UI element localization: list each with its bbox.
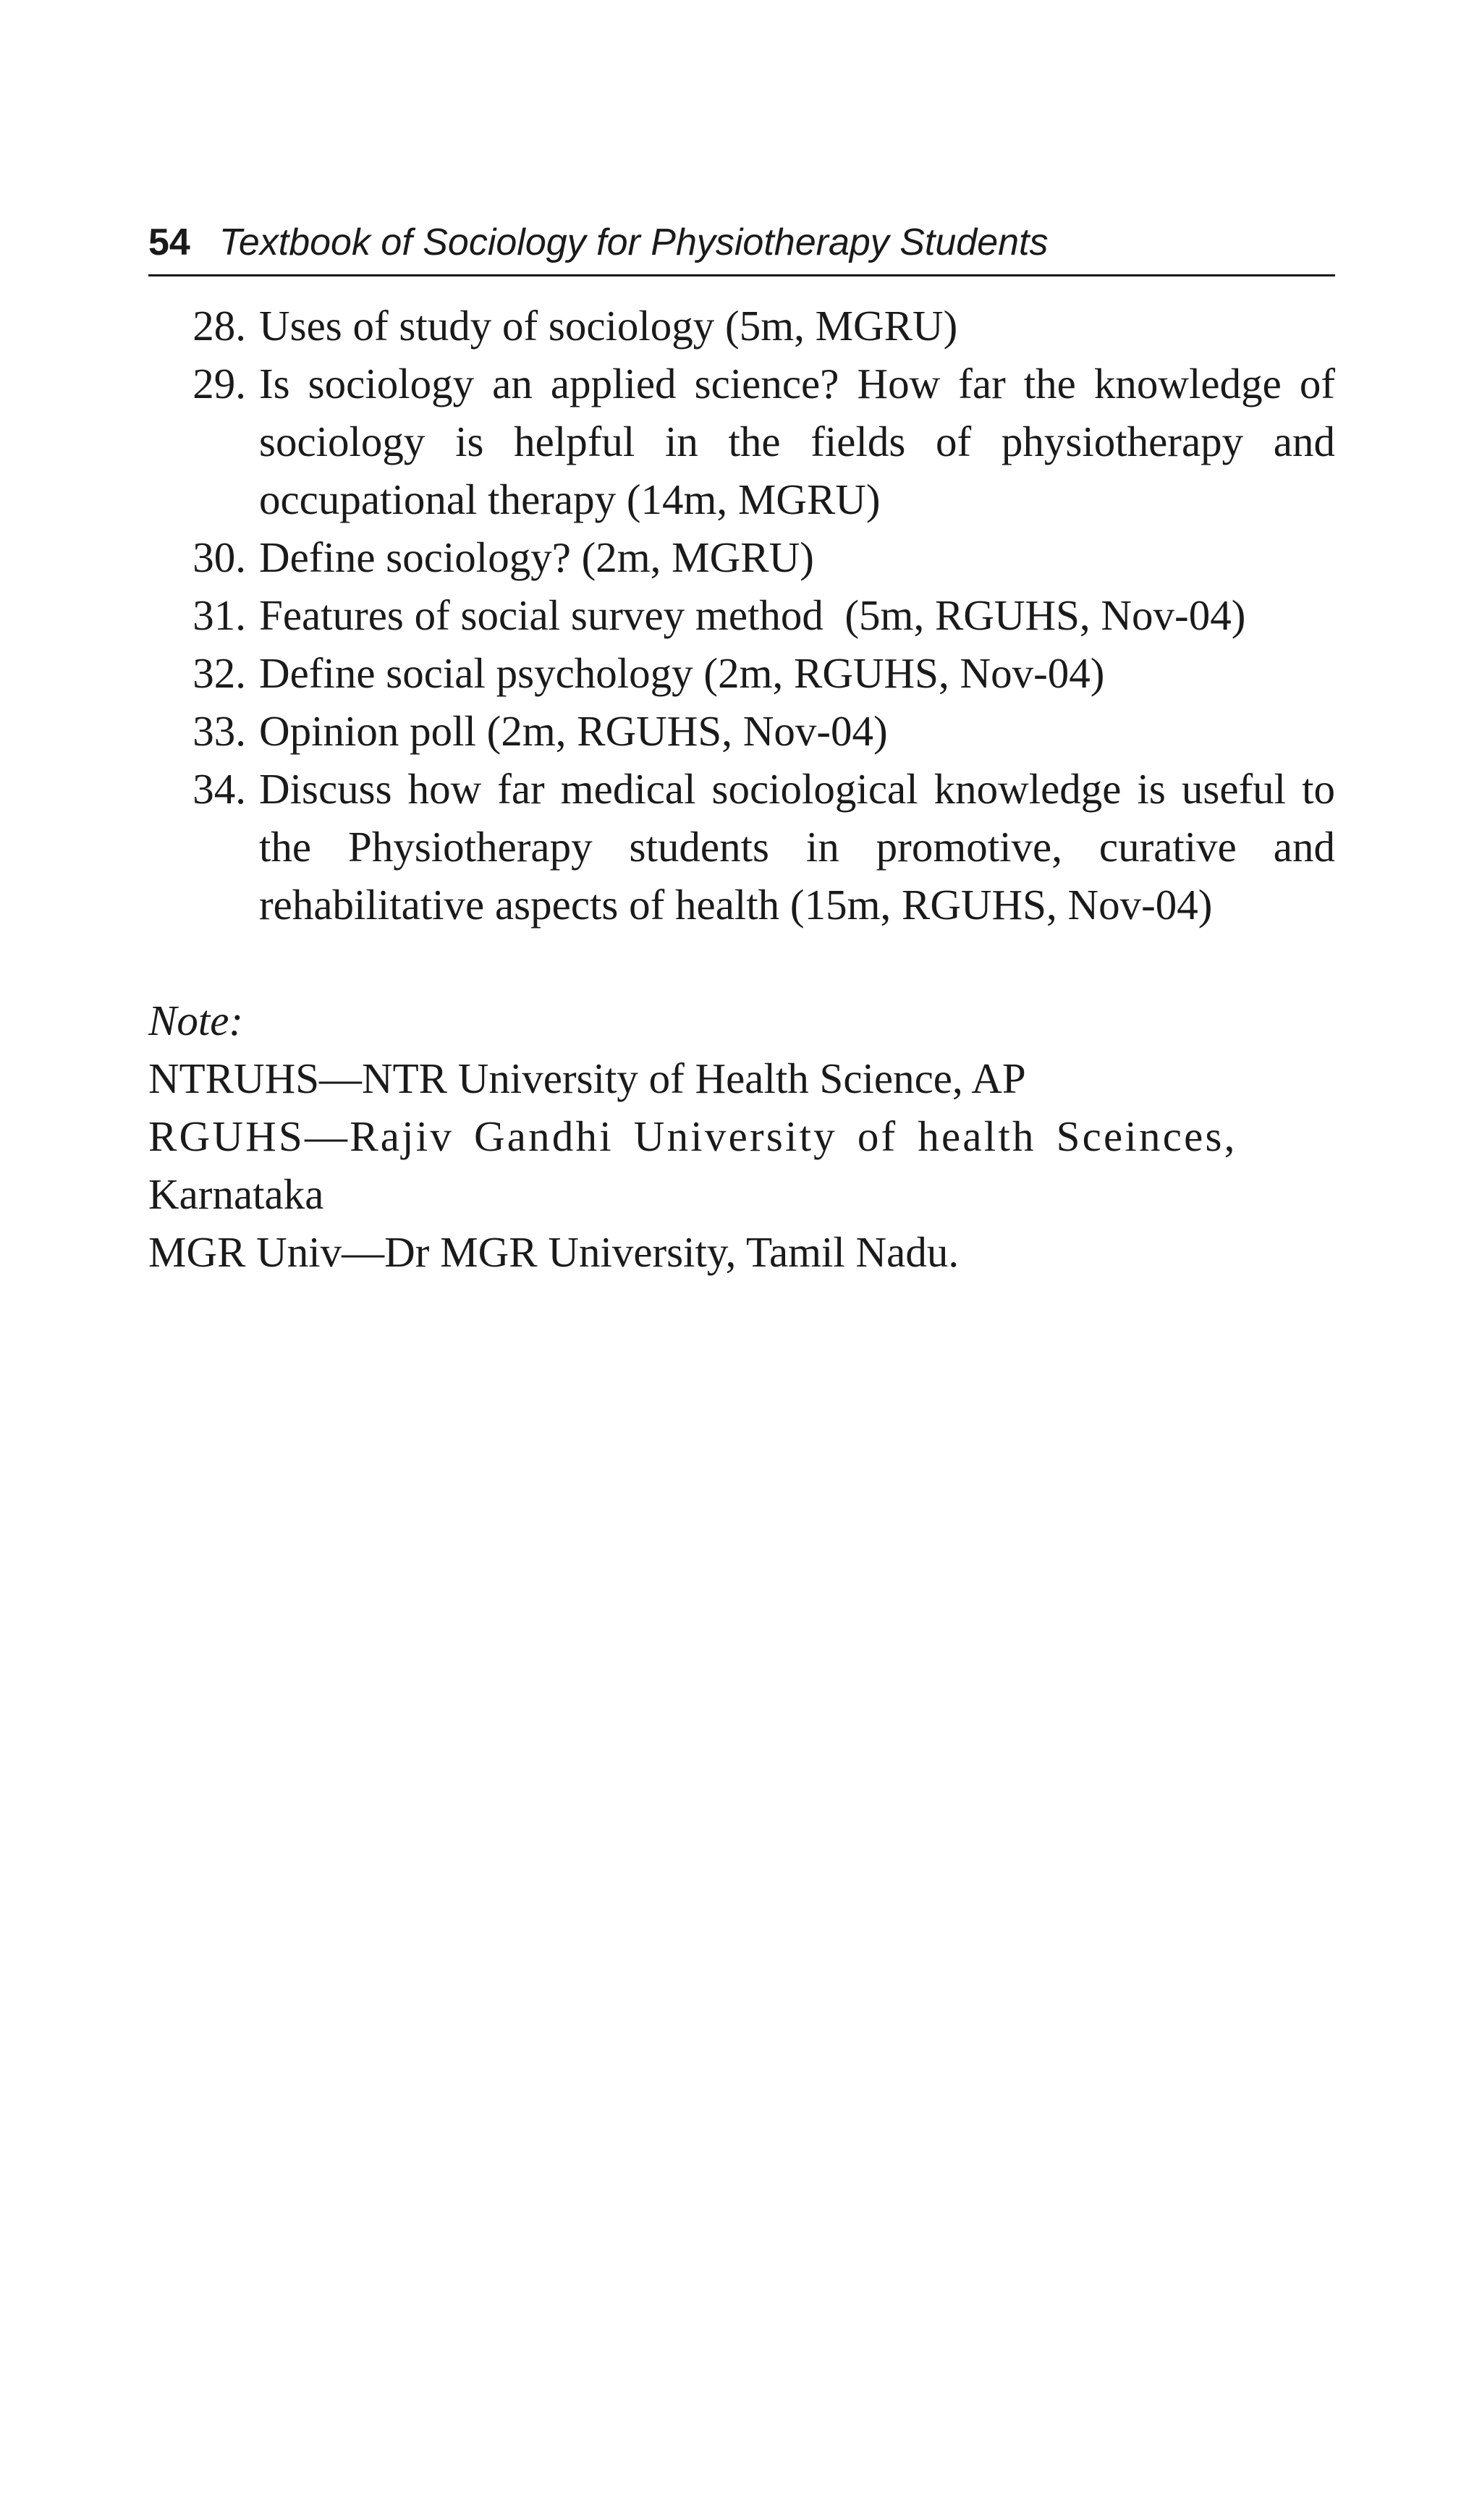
- book-title: Textbook of Sociology for Physiotherapy Students: [219, 221, 1049, 263]
- question-item: [148, 355, 1335, 528]
- note-line: NTRUHS—NTR University of Health Science, AP: [148, 1054, 1026, 1102]
- note-line: Karnataka: [148, 1170, 324, 1218]
- page-number: 54: [148, 221, 190, 263]
- question-item: [148, 760, 1335, 934]
- question-text: Discuss how far medical sociological knowledge is useful to the Physiotherapy students in promotive, curative and rehabilitative aspects of health (15m, RGUHS, Nov-04): [259, 765, 1335, 929]
- note-line: MGR Univ—Dr MGR University, Tamil Nadu.: [148, 1228, 960, 1276]
- question-list: [148, 297, 1335, 934]
- question-number: 31.: [192, 591, 246, 639]
- question-item: [148, 297, 1335, 355]
- question-item: [148, 644, 1335, 702]
- book-page: [148, 213, 1335, 1281]
- question-number: 29.: [192, 360, 246, 407]
- note-heading: Note:: [148, 997, 244, 1044]
- question-item: [148, 702, 1335, 760]
- note-line: RGUHS—Rajiv Gandhi University of health Sceinces,: [148, 1112, 1237, 1160]
- running-header: [148, 213, 1335, 276]
- question-text: Opinion poll (2m, RGUHS, Nov-04): [259, 707, 888, 755]
- abbreviation-note: [148, 991, 1335, 1281]
- question-number: 30.: [192, 533, 246, 581]
- question-text: Uses of study of sociology (5m, MGRU): [259, 302, 958, 350]
- question-text: Is sociology an applied science? How far the knowledge of sociology is helpful in the fields of physiotherapy and occupational therapy (14m, MGRU): [259, 360, 1335, 523]
- question-item: [148, 586, 1335, 644]
- question-number: 32.: [192, 649, 246, 697]
- question-number: 28.: [192, 302, 246, 350]
- question-item: [148, 528, 1335, 586]
- question-text: Define sociology? (2m, MGRU): [259, 533, 814, 581]
- question-number: 34.: [192, 765, 246, 813]
- question-text: Define social psychology (2m, RGUHS, Nov-04): [259, 649, 1105, 697]
- question-text: Features of social survey method (5m, RGUHS, Nov-04): [259, 591, 1246, 639]
- question-number: 33.: [192, 707, 246, 755]
